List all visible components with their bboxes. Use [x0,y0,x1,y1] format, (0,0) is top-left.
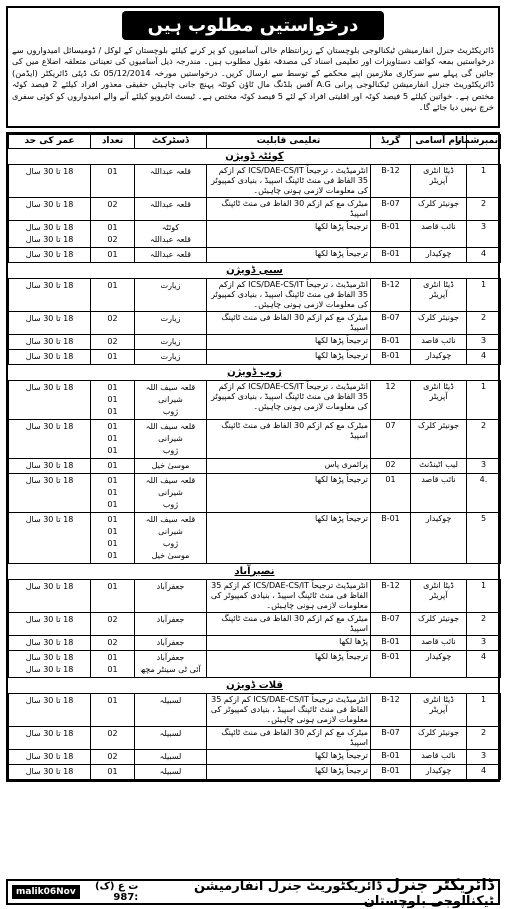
cell-age: 18 تا 30 سال [9,248,91,263]
table-row [9,636,501,651]
section-title: قلات ڈویژن [226,679,283,691]
footer-ref: ت ع (ک) :987 [95,881,139,903]
cell-quals: پڑھا لکھا [207,636,371,651]
cell-district: زیارت [135,312,207,335]
cell-post: ڈیٹا انٹری آپریٹر [411,381,467,420]
cell-no: 4 [467,350,501,365]
table-row [9,312,501,335]
cell-post: ڈیٹا انٹری آپریٹر [411,694,467,727]
cell-quals: ترجیحاً پڑھا لکھا [207,651,371,678]
cell-grade: B-01 [371,636,411,651]
cell-quals: انٹرمیڈیٹ ، ترجیحاً ICS/DAE-CS/IT کم ازکم 35 الفاظ فی منٹ ٹائپنگ اسپیڈ ، بنیادی کمپیوٹر کی معلومات لازمی ہونی چاہیئں۔ [207,381,371,420]
footer-directorate: ڈائریکٹوریٹ جنرل انفارمیشن ٹیکنالوجی بلوچستان [193,879,494,909]
cell-age: 18 تا 30 سال [9,765,91,780]
cell-quals: انٹرمیڈیٹ ترجیحاً ICS/DAE-CS/IT کم ازکم 35 الفاظ فی منٹ ٹائپنگ اسپیڈ ، بنیادی کمپیوٹر کی معلومات لازمی ہونی چاہیئں۔ [207,580,371,613]
table-row [9,381,501,420]
cell-no: 4 [467,651,501,678]
cell-grade: B-12 [371,279,411,312]
cell-post: چوکیدار [411,248,467,263]
col-age: عمر کی حد [9,135,91,149]
cell-count: 01 02 [91,221,135,248]
cell-count: 01 01 01 01 [91,513,135,564]
cell-no: 1 [467,165,501,198]
cell-quals: میٹرک مع کم ازکم 30 الفاظ فی منٹ ٹائپنگ اسپیڈ [207,198,371,221]
cell-grade: 12 [371,381,411,420]
table-row [9,613,501,636]
table-header-row [9,135,501,149]
cell-no: 2 [467,198,501,221]
cell-post: چوکیدار [411,651,467,678]
cell-district: قلعہ سیف اللہ شیرانی ژوب [135,420,207,459]
cell-district: جعفرآباد [135,613,207,636]
table-row [9,474,501,513]
cell-age: 18 تا 30 سال [9,727,91,750]
cell-grade: 02 [371,459,411,474]
cell-district: قلعہ عبداللہ [135,165,207,198]
cell-no: 4 [467,765,501,780]
cell-quals: انٹرمیڈیٹ ، ترجیحاً ICS/DAE-CS/IT کم ازکم 35 الفاظ فی منٹ ٹائپنگ اسپیڈ ، بنیادی کمپیوٹر کی معلومات لازمی ہونی چاہیئں۔ [207,279,371,312]
cell-quals: ترجیحاً پڑھا لکھا [207,474,371,513]
vacancy-table [8,134,501,780]
cell-count: 02 [91,727,135,750]
cell-district: لسبیلہ [135,727,207,750]
cell-no: .4 [467,474,501,513]
cell-count: 01 01 01 [91,474,135,513]
cell-no: 2 [467,312,501,335]
cell-quals: میٹرک مع کم ازکم 30 الفاظ فی منٹ ٹائپنگ اسپیڈ [207,613,371,636]
cell-grade: B-01 [371,221,411,248]
cell-district: قلعہ عبداللہ [135,198,207,221]
table-row [9,420,501,459]
cell-age: 18 تا 30 سال [9,335,91,350]
table-row [9,765,501,780]
section-header [9,678,501,694]
cell-count: 01 [91,350,135,365]
intro-text: ڈائریکٹریٹ جنرل انفارمیشن ٹیکنالوجی بلوچستان کے زیرانتظام خالی آسامیوں کو پر کرنے کیلئے بلوچستان کے لوکل / ڈومیسائل امیدواروں سے درخواستیں بمعہ کوائف دستاویزات اور تعلیمی اسناد کی مصدقہ نقول مطلوب ہیں۔ مندرجہ ذیل آسامیوں کی تعیناتی متعلقہ اضلاع میں کی جائیں گی پہلے سے سرکاری ملازمین اپنے محکمے کے توسط سے ارسال کریں۔ درخواستیں مورخہ 05/12/2014 تک ڈپٹی ڈائریکٹر (ایڈمن) ڈائریکٹوریٹ جنرل انفارمیشن ٹیکنالوجی پرانی A.G آفس بلڈنگ مال ٹاؤن کوئٹہ پہنچ جانی چاہیئں حقیقی معذور افراد کیلئے 2 فیصد کوٹہ مختص ہے۔ خواتین کیلئے 5 فیصد کوٹہ اور اقلیتی افراد کے لئے 5 فیصد کوٹہ مختص ہے۔ ٹیسٹ انٹرویو کیلئے آنے والے امیدواروں کو کوئی سفری خرچ نہیں دیا جائے گا۔ [12,45,494,113]
cell-age: 18 تا 30 سال 18 تا 30 سال [9,651,91,678]
cell-quals: ترجیحاً پڑھا لکھا [207,765,371,780]
cell-quals: انٹرمیڈیٹ ، ترجیحاً ICS/DAE-CS/IT کم ازکم 35 الفاظ فی منٹ ٹائپنگ اسپیڈ ، بنیادی کمپیوٹر کی معلومات لازمی ہونی چاہیئں۔ [207,165,371,198]
cell-quals: میٹرک مع کم ازکم 30 الفاظ فی منٹ ٹائپنگ اسپیڈ [207,420,371,459]
cell-grade: B-01 [371,350,411,365]
footer-director: ڈائریکٹر جنرل [386,875,494,894]
cell-no: 1 [467,279,501,312]
cell-post: نائب قاصد [411,221,467,248]
cell-age: 18 تا 30 سال [9,165,91,198]
cell-no: 4 [467,248,501,263]
cell-count: 02 [91,198,135,221]
cell-post: ڈیٹا انٹری آپریٹر [411,580,467,613]
cell-quals: ترجیحاً پڑھا لکھا [207,248,371,263]
cell-no: 5 [467,513,501,564]
section-header [9,263,501,279]
table-row [9,335,501,350]
section-title: کوئٹہ ڈویژن [225,150,284,162]
cell-age: 18 تا 30 سال [9,459,91,474]
cell-quals: پرائمری پاس [207,459,371,474]
cell-district: لسبیلہ [135,750,207,765]
cell-age: 18 تا 30 سال [9,694,91,727]
cell-grade: B-01 [371,248,411,263]
cell-post: جونیئر کلرک [411,613,467,636]
cell-count: 01 [91,248,135,263]
cell-count: 01 [91,694,135,727]
cell-age: 18 تا 30 سال 18 تا 30 سال [9,221,91,248]
cell-count: 02 [91,750,135,765]
cell-district: لسبیلہ [135,765,207,780]
cell-post: چوکیدار [411,350,467,365]
cell-quals: ترجیحاً پڑھا لکھا [207,335,371,350]
table-row [9,198,501,221]
cell-count: 01 [91,459,135,474]
cell-count: 01 01 [91,651,135,678]
table-row [9,350,501,365]
col-no: نمبرشمار [467,135,501,149]
cell-post: جونیئر کلرک [411,727,467,750]
cell-post: جونیئر کلرک [411,198,467,221]
cell-grade: B-12 [371,580,411,613]
cell-post: چوکیدار [411,765,467,780]
col-district: ڈسٹرکٹ [135,135,207,149]
section-header [9,564,501,580]
cell-post: نائب قاصد [411,636,467,651]
table-row [9,580,501,613]
table-row [9,279,501,312]
cell-district: موسیٰ خیل [135,459,207,474]
cell-district: جعفرآباد [135,636,207,651]
cell-grade: B-12 [371,694,411,727]
cell-age: 18 تا 30 سال [9,613,91,636]
cell-no: 1 [467,694,501,727]
col-grade: گریڈ [371,135,411,149]
cell-district: قلعہ سیف اللہ شیرانی ژوب [135,381,207,420]
section-header [9,149,501,165]
cell-quals: میٹرک مع کم ازکم 30 الفاظ فی منٹ ٹائپنگ اسپیڈ [207,727,371,750]
cell-grade: 01 [371,474,411,513]
cell-age: 18 تا 30 سال [9,381,91,420]
cell-quals: ترجیحاً پڑھا لکھا [207,350,371,365]
cell-post: نائب قاصد [411,750,467,765]
cell-district: جعفرآباد آئی ٹی سینٹر مچھ [135,651,207,678]
cell-age: 18 تا 30 سال [9,279,91,312]
table-body [9,149,501,780]
cell-quals: ترجیحاً پڑھا لکھا [207,750,371,765]
cell-grade: B-01 [371,651,411,678]
header-box [6,6,500,128]
cell-count: 01 [91,580,135,613]
cell-grade: B-01 [371,750,411,765]
cell-district: لسبیلہ [135,694,207,727]
col-count: تعداد [91,135,135,149]
section-title: سبی ڈویژن [226,264,283,276]
cell-age: 18 تا 30 سال [9,312,91,335]
footer [6,875,500,909]
col-quals: تعلیمی قابلیت [207,135,371,149]
cell-age: 18 تا 30 سال [9,513,91,564]
cell-quals: ترجیحاً پڑھا لکھا [207,513,371,564]
cell-count: 01 [91,279,135,312]
cell-district: کوئٹہ قلعہ عبداللہ [135,221,207,248]
cell-age: 18 تا 30 سال [9,750,91,765]
cell-count: 01 01 01 [91,381,135,420]
cell-no: 2 [467,727,501,750]
cell-grade: 07 [371,420,411,459]
cell-district: زیارت [135,279,207,312]
vacancy-table-wrap [6,132,500,782]
cell-age: 18 تا 30 سال [9,350,91,365]
cell-age: 18 تا 30 سال [9,474,91,513]
cell-post: جونیئر کلرک [411,312,467,335]
cell-count: 02 [91,312,135,335]
cell-no: 3 [467,750,501,765]
cell-post: نائب قاصد [411,474,467,513]
cell-no: 3 [467,636,501,651]
cell-grade: B-12 [371,165,411,198]
cell-district: جعفرآباد [135,580,207,613]
cell-no: 2 [467,613,501,636]
cell-no: 1 [467,580,501,613]
cell-no: 1 [467,381,501,420]
cell-age: 18 تا 30 سال [9,636,91,651]
cell-no: 3 [467,221,501,248]
cell-age: 18 تا 30 سال [9,580,91,613]
footer-tag: malik06Nov [12,885,80,899]
footer-signature [138,875,494,909]
cell-district: قلعہ سیف اللہ شیرانی ژوب [135,474,207,513]
cell-post: ڈیٹا انٹری آپریٹر [411,279,467,312]
cell-grade: B-07 [371,727,411,750]
cell-quals: میٹرک مع کم ازکم 30 الفاظ فی منٹ ٹائپنگ اسپیڈ [207,312,371,335]
cell-post: لیب اٹینڈنٹ [411,459,467,474]
cell-quals: انٹرمیڈیٹ ترجیحاً ICS/DAE-CS/IT کم ازکم 35 الفاظ فی منٹ ٹائپنگ اسپیڈ ، بنیادی کمپیوٹر کی معلومات لازمی ہونی چاہیئں۔ [207,694,371,727]
cell-grade: B-01 [371,513,411,564]
cell-grade: B-07 [371,198,411,221]
title-bar [8,8,498,42]
cell-no: 2 [467,420,501,459]
table-row [9,221,501,248]
cell-no: 3 [467,335,501,350]
cell-grade: B-01 [371,765,411,780]
cell-age: 18 تا 30 سال [9,420,91,459]
table-row [9,694,501,727]
table-row [9,750,501,765]
cell-count: 02 [91,335,135,350]
page-title: درخواستیں مطلوب ہیں [122,11,385,40]
cell-count: 02 [91,613,135,636]
section-header [9,365,501,381]
cell-district: زیارت [135,335,207,350]
cell-district: قلعہ عبداللہ [135,248,207,263]
cell-count: 02 [91,636,135,651]
cell-post: چوکیدار [411,513,467,564]
table-row [9,727,501,750]
cell-count: 01 01 01 [91,420,135,459]
cell-grade: B-07 [371,613,411,636]
cell-age: 18 تا 30 سال [9,198,91,221]
section-title: نصیرآباد [234,565,275,577]
table-row [9,248,501,263]
cell-district: قلعہ سیف اللہ شیرانی ژوب موسیٰ خیل [135,513,207,564]
cell-quals: ترجیحاً پڑھا لکھا [207,221,371,248]
table-row [9,459,501,474]
cell-grade: B-01 [371,335,411,350]
cell-grade: B-07 [371,312,411,335]
table-row [9,651,501,678]
cell-post: ڈیٹا انٹری آپریٹر [411,165,467,198]
table-row [9,513,501,564]
cell-district: زیارت [135,350,207,365]
table-row [9,165,501,198]
cell-count: 01 [91,765,135,780]
cell-no: 3 [467,459,501,474]
cell-post: نائب قاصد [411,335,467,350]
cell-count: 01 [91,165,135,198]
cell-post: جونیئر کلرک [411,420,467,459]
section-title: ژوب ڈویژن [227,366,282,378]
col-post: نام آسامی [411,135,467,149]
